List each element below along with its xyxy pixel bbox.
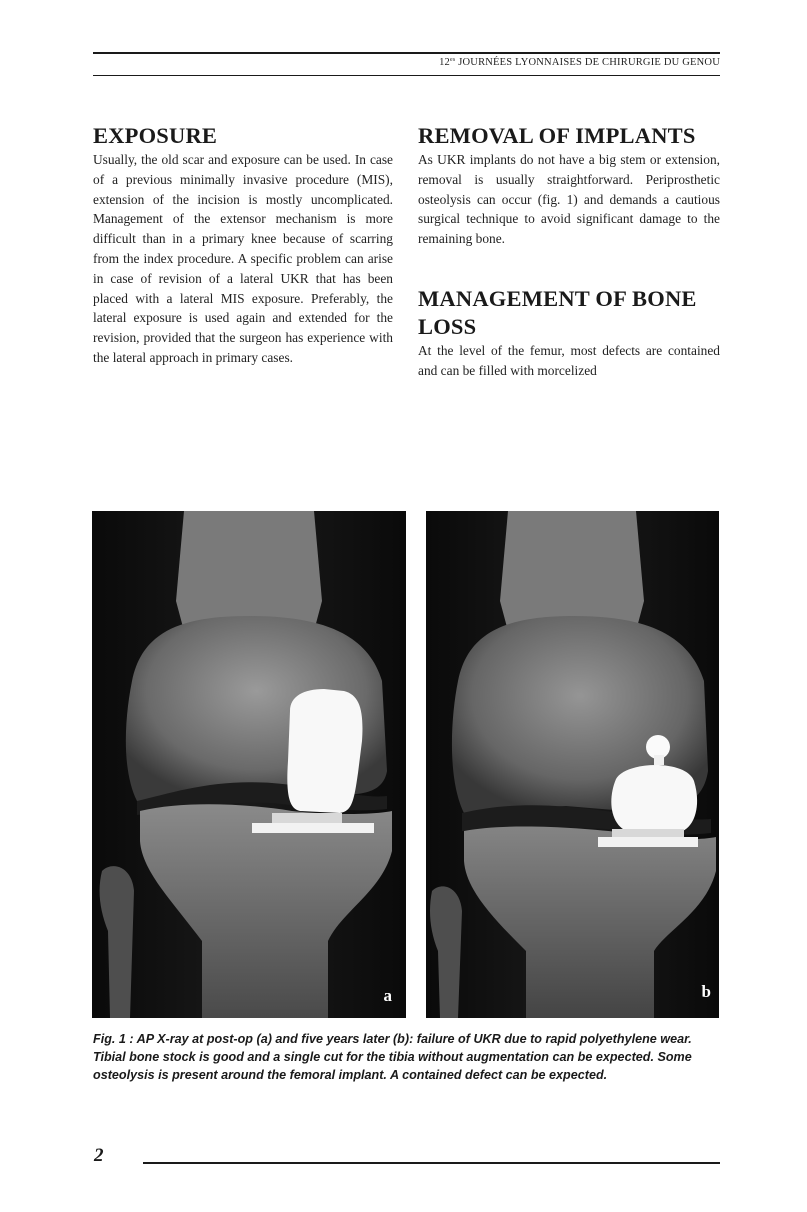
section-heading-removal: REMOVAL OF IMPLANTS <box>418 123 696 148</box>
xray-b-drawing <box>426 511 719 1018</box>
header-title: JOURNÉES LYONNAISES DE CHIRURGIE DU GENOU <box>458 57 720 68</box>
section-heading-exposure: EXPOSURE <box>93 123 218 148</box>
left-column <box>93 122 393 368</box>
removal-paragraph: As UKR implants do not have a big stem or extension, removal is usually straightforward. Periprosthetic osteolysis can occur (fig. 1) and demands a cautious surgical technique to avoid significant damage to the remaining bone. <box>418 152 720 247</box>
footer-rule <box>143 1162 720 1164</box>
figure-caption: Fig. 1 : AP X-ray at post-op (a) and five years later (b): failure of UKR due to rapid polyethylene wear. Tibial bone stock is good and a single cut for the tibia without augmentation can be expected. Some osteolysis is present around the femoral implant. A contained defect can be expected. <box>93 1032 692 1082</box>
right-column <box>418 122 720 381</box>
panel-label-b: b <box>701 982 711 1001</box>
header-ordinal-suffix: es <box>449 57 456 63</box>
page-number: 2 <box>94 1145 104 1166</box>
xray-a-drawing <box>92 511 406 1018</box>
running-header <box>439 57 720 68</box>
xray-image-a <box>92 511 406 1018</box>
exposure-paragraph: Usually, the old scar and exposure can be used. In case of a previous minimally invasive procedure (MIS), extension of the incision is mostly uncomplicated. Management of the extensor mechanism is more difficult than in a primary knee because of scarring from the index procedure. A specific problem can arise in case of revision of a lateral UKR that has been placed with a lateral MIS exposure. Preferably, the lateral exposure is used again and extended for the revision, provided that the surgeon has experience with the lateral approach in primary cases. <box>93 152 393 365</box>
xray-image-b <box>426 511 719 1018</box>
header-rule-bottom <box>93 75 720 76</box>
panel-label-a: a <box>383 986 392 1005</box>
section-heading-bone-loss: MANAGEMENT OF BONE LOSS <box>418 285 697 339</box>
header-rule-top <box>93 52 720 54</box>
bone-loss-paragraph: At the level of the femur, most defects are contained and can be filled with morcelized <box>418 342 720 378</box>
header-ordinal: 12 <box>439 57 450 68</box>
